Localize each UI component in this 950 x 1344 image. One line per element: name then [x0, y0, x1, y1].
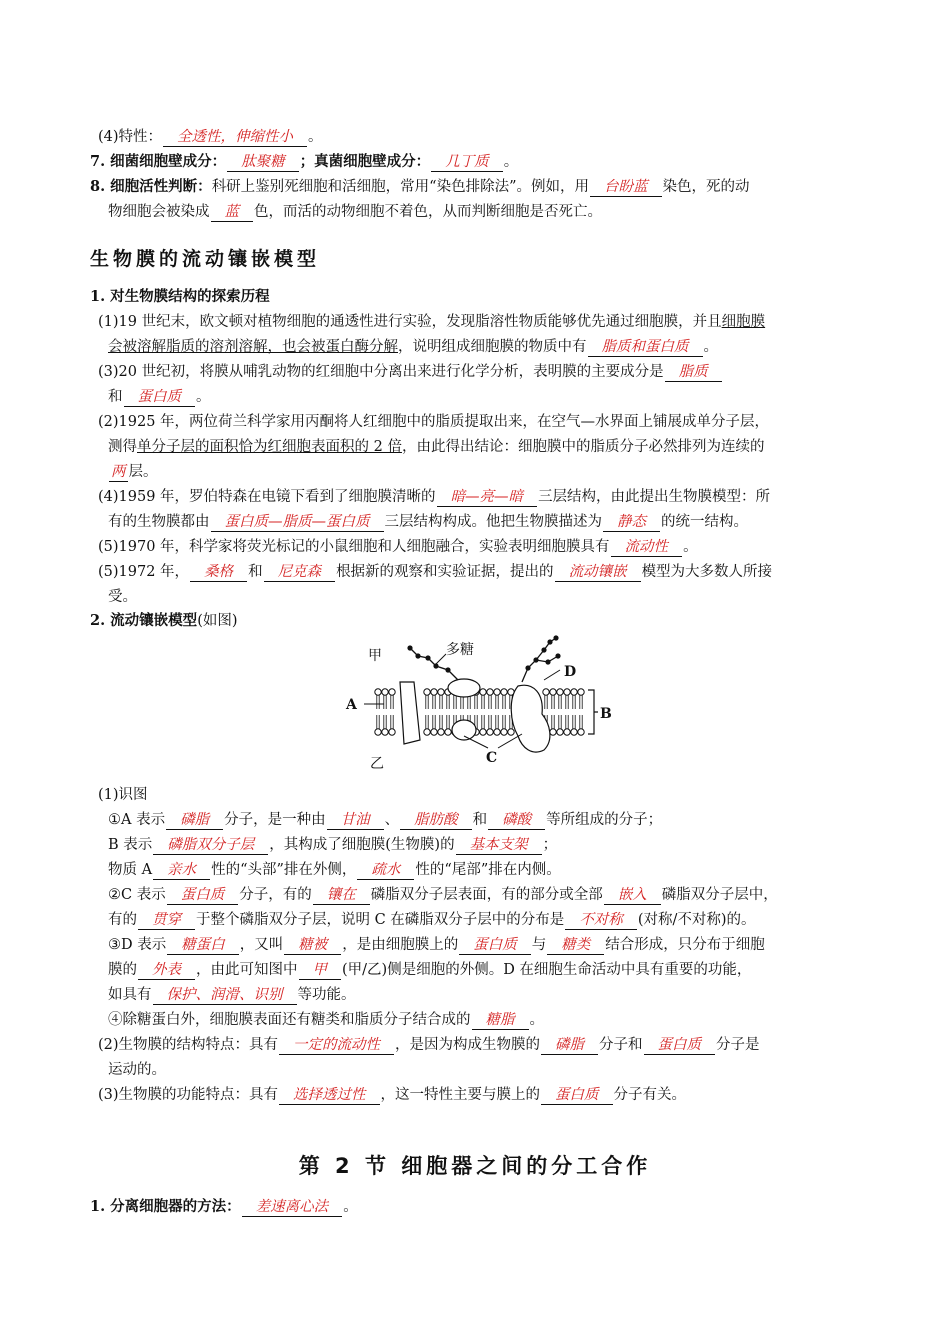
- phospholipid-head: [389, 729, 395, 735]
- answer-blank: 差速离心法: [242, 1198, 343, 1217]
- text: ，又叫: [239, 937, 284, 953]
- text: ，是因为构成生物膜的: [395, 1037, 541, 1053]
- answer-line: [108, 859, 866, 881]
- protein-right: [511, 685, 550, 752]
- phospholipid-head: [424, 729, 430, 735]
- answer-line: [108, 809, 866, 831]
- text: (2)1925 年，两位荷兰科学家用丙酮将人红细胞中的脂质提取出来，在空气—水界面上铺展成单分子层，: [98, 414, 770, 430]
- text: 。: [683, 539, 698, 555]
- text: 物质 A: [108, 862, 153, 878]
- history-item: [108, 586, 866, 608]
- text: 染色，死的动: [662, 179, 750, 195]
- label-d: D: [564, 664, 577, 680]
- answer-blank: 全透性，伸缩性小: [163, 128, 307, 147]
- answer-blank: 甲: [299, 961, 342, 980]
- text: 和: [108, 389, 123, 405]
- cell-viability-line-2: [108, 201, 866, 223]
- answer-blank: 不对称: [565, 911, 637, 930]
- answer-blank: 选择透过性: [279, 1086, 380, 1105]
- text: 受。: [108, 589, 137, 605]
- phospholipid-head: [501, 689, 507, 695]
- answer-line: [108, 959, 866, 981]
- history-item: [98, 411, 866, 433]
- text: ，由此可知图中: [196, 962, 298, 978]
- item-heading: 8. 细胞活性判断：: [90, 178, 212, 195]
- organelle-separation-line: [90, 1196, 866, 1218]
- chapter-heading: 第 2 节 细胞器之间的分工合作: [298, 1154, 652, 1178]
- text: 根据新的观察和实验证据，提出的: [336, 564, 554, 580]
- label-c: C: [486, 750, 498, 766]
- phospholipid-head: [501, 729, 507, 735]
- phospholipid-head: [564, 689, 570, 695]
- answer-blank: 蛋白质: [167, 886, 239, 905]
- text: (4)特性：: [98, 129, 163, 145]
- text: 膜的: [108, 962, 137, 978]
- history-item: [98, 486, 866, 508]
- answer-blank: 桑格: [190, 563, 247, 582]
- phospholipid-head: [382, 689, 388, 695]
- text: (1)19 世纪末，欧文顿对植物细胞的通透性进行实验，发现脂溶性物质能够优先通过细胞膜，并且: [98, 314, 722, 330]
- text: 磷脂双分子层中，: [661, 887, 778, 903]
- text: 分子是: [716, 1037, 760, 1053]
- answer-blank: 外表: [138, 961, 195, 980]
- answer-blank: 蛋白质: [541, 1086, 613, 1105]
- text: 。: [343, 1199, 358, 1215]
- underlined-text: 会被溶解脂质的溶剂溶解，也会被蛋白酶分解: [108, 339, 398, 355]
- text: 三层结构，由此提出生物膜模型：所: [538, 489, 771, 505]
- answer-blank: 蛋白质—脂质—蛋白质: [211, 513, 384, 532]
- text: 磷脂双分子层表面，有的部分或全部: [370, 887, 603, 903]
- phospholipid-head: [487, 689, 493, 695]
- answer-blank: 蓝: [211, 203, 254, 222]
- text: 物细胞会被染成: [108, 204, 210, 220]
- text: (如图): [197, 613, 238, 629]
- sugar-beads: [407, 635, 560, 672]
- history-item: [108, 511, 866, 533]
- underlined-text: 单分子层的面积恰为红细胞表面积的 2 倍: [137, 439, 402, 455]
- phospholipid-head: [564, 729, 570, 735]
- underlined-text: 细胞膜: [721, 314, 766, 330]
- answer-blank: 两: [111, 464, 126, 480]
- answer-blank: 几丁质: [431, 153, 503, 172]
- text: 。: [196, 389, 211, 405]
- text: (5)1970 年，科学家将荧光标记的小鼠细胞和人细胞融合，实验表明细胞膜具有: [98, 539, 610, 555]
- text: 与: [531, 937, 547, 953]
- text: 和: [248, 564, 263, 580]
- protein-left: [400, 682, 420, 744]
- phospholipid-head: [431, 689, 437, 695]
- history-item: [108, 461, 866, 483]
- answer-blank: 基本支架: [456, 836, 542, 855]
- answer-blank: 脂质: [665, 363, 722, 382]
- text: (2)生物膜的结构特点：具有: [98, 1037, 279, 1053]
- answer-blank: 糖蛋白: [167, 936, 239, 955]
- text: (4)1959 年，罗伯特森在电镜下看到了细胞膜清晰的: [98, 489, 436, 505]
- bracket-b: [588, 690, 598, 734]
- history-item: [108, 336, 866, 358]
- section-heading: 生物膜的流动镶嵌模型: [90, 248, 321, 270]
- item-heading: ；真菌细胞壁成分：: [299, 153, 431, 170]
- phospholipid-head: [543, 689, 549, 695]
- cell-viability-line: [90, 176, 866, 198]
- text: 层。: [128, 464, 158, 480]
- text: 等所组成的分子；: [546, 812, 663, 828]
- text: 。: [503, 154, 519, 170]
- phospholipid-head: [382, 729, 388, 735]
- history-item: [98, 536, 866, 558]
- answer-blank: 蛋白质: [644, 1036, 716, 1055]
- answer-blank: 脂质和蛋白质: [588, 338, 703, 357]
- text: 。: [703, 339, 718, 355]
- history-item: [98, 361, 866, 383]
- text: ④除糖蛋白外，细胞膜表面还有糖类和脂质分子结合成的: [108, 1012, 471, 1028]
- text: (甲/乙)侧是细胞的外侧。D 在细胞生命活动中具有重要的功能，: [342, 962, 752, 978]
- answer-line: [108, 834, 866, 856]
- text: ，说明组成细胞膜的物质中有: [398, 339, 587, 355]
- leader-c1: [464, 736, 488, 748]
- item-heading: 1. 分离细胞器的方法：: [90, 1198, 241, 1215]
- phospholipid-head: [480, 689, 486, 695]
- question-1: (1)识图: [98, 787, 148, 803]
- text: 有的: [108, 912, 137, 928]
- history-item: [108, 436, 866, 458]
- answer-line: [108, 1009, 866, 1031]
- question-3: [98, 1084, 866, 1106]
- model-title: [90, 610, 866, 632]
- text: 测得: [108, 439, 137, 455]
- item-heading: 7. 细菌细胞壁成分：: [90, 153, 227, 170]
- phospholipid-head: [389, 689, 395, 695]
- phospholipid-head: [445, 729, 451, 735]
- phospholipid-head: [557, 729, 563, 735]
- label-jia: 甲: [368, 648, 382, 664]
- text: (对称/不对称)的。: [637, 912, 756, 928]
- phospholipid-head: [571, 689, 577, 695]
- phospholipid-head: [550, 689, 556, 695]
- text: 模型为大多数人所接: [641, 564, 773, 580]
- text: 和: [472, 812, 488, 828]
- answer-blank: 脂肪酸: [400, 811, 472, 830]
- leader-duotang: [436, 654, 446, 664]
- phospholipid-head: [438, 689, 444, 695]
- text: ③D 表示: [108, 937, 167, 953]
- text: (3)20 世纪初，将膜从哺乳动物的红细胞中分离出来进行化学分析，表明膜的主要成分是: [98, 364, 664, 380]
- text: 。: [308, 129, 323, 145]
- label-duotang: 多糖: [446, 642, 474, 658]
- text: 于整个磷脂双分子层，说明 C 在磷脂双分子层中的分布是: [196, 912, 565, 928]
- answer-line: [108, 884, 866, 906]
- text: (5)1972 年，: [98, 564, 190, 580]
- answer-blank: 静态: [603, 513, 660, 532]
- answer-blank: 肽聚糖: [227, 153, 299, 172]
- answer-blank: 磷脂: [166, 811, 223, 830]
- history-item: [98, 561, 866, 583]
- phospholipid-head: [557, 689, 563, 695]
- text: B 表示: [108, 837, 153, 853]
- answer-blank: 嵌入: [604, 886, 661, 905]
- text: ，其构成了细胞膜(生物膜)的: [269, 837, 455, 853]
- text: 结合形成，只分布于细胞: [605, 937, 765, 953]
- answer-blank: 疏水: [357, 861, 414, 880]
- phospholipid-head: [494, 689, 500, 695]
- phospholipid-head: [375, 689, 381, 695]
- protein-bottom: [452, 720, 476, 740]
- answer-blank: 蛋白质: [459, 936, 531, 955]
- answer-blank: 台盼蓝: [590, 178, 662, 197]
- text: ①A 表示: [108, 812, 166, 828]
- text: 三层结构构成。他把生物膜描述为: [384, 514, 602, 530]
- item-heading: 2. 流动镶嵌模型: [90, 612, 198, 629]
- text: 、: [384, 812, 400, 828]
- text: 分子和: [599, 1037, 643, 1053]
- label-a: A: [346, 697, 357, 713]
- answer-line: [108, 934, 866, 956]
- answer-blank: 磷脂: [541, 1036, 598, 1055]
- text: 色，而活的动物细胞不着色，从而判断细胞是否死亡。: [254, 204, 602, 220]
- text: (3)生物膜的功能特点：具有: [98, 1087, 279, 1103]
- answer-blank: 磷酸: [488, 811, 545, 830]
- question-2: [98, 1034, 866, 1056]
- text: 性的“尾部”排在内侧。: [415, 862, 561, 878]
- text: ，是由细胞膜上的: [342, 937, 459, 953]
- answer-blank: 流动镶嵌: [555, 563, 641, 582]
- text: 分子，是一种由: [224, 812, 326, 828]
- cell-wall-line: [90, 151, 866, 173]
- property-line: [98, 126, 866, 148]
- phospholipid-head: [508, 729, 514, 735]
- text: 。: [529, 1012, 544, 1028]
- answer-blank: 甘油: [327, 811, 384, 830]
- phospholipid-head: [480, 729, 486, 735]
- answer-blank: 亲水: [153, 861, 210, 880]
- text: 等功能。: [297, 987, 356, 1003]
- history-title: 1. 对生物膜结构的探索历程: [90, 288, 270, 305]
- answer-blank: 镶在: [313, 886, 370, 905]
- answer-blank: 磷脂双分子层: [153, 836, 268, 855]
- answer-blank: 保护、润滑、识别: [153, 986, 297, 1005]
- label-yi: 乙: [370, 756, 384, 772]
- history-item: [108, 386, 866, 408]
- leader-c2: [498, 734, 522, 748]
- phospholipid-head: [494, 729, 500, 735]
- answer-blank: 暗—亮—暗: [437, 488, 538, 507]
- phospholipid-head: [424, 689, 430, 695]
- answer-blank: 尼克森: [264, 563, 336, 582]
- leader-d: [544, 670, 560, 680]
- text: 有的生物膜都由: [108, 514, 210, 530]
- answer-blank: 糖类: [547, 936, 604, 955]
- answer-blank: 蛋白质: [124, 388, 196, 407]
- phospholipid-head: [578, 689, 584, 695]
- phospholipid-head: [438, 729, 444, 735]
- answer-blank: 贯穿: [138, 911, 195, 930]
- text: 分子有关。: [613, 1087, 687, 1103]
- text: ，这一特性主要与膜上的: [380, 1087, 541, 1103]
- history-item: [98, 311, 866, 333]
- fluid-mosaic-diagram: [338, 632, 618, 772]
- label-b: B: [600, 706, 612, 722]
- answer-blank: 糖脂: [472, 1011, 529, 1030]
- protein-top: [448, 679, 480, 697]
- phospholipid-head: [431, 729, 437, 735]
- phospholipid-head: [578, 729, 584, 735]
- phospholipid-head: [571, 729, 577, 735]
- phospholipid-head: [487, 729, 493, 735]
- text: 如具有: [108, 987, 152, 1003]
- question-2-cont: 运动的。: [108, 1062, 166, 1078]
- answer-blank: 流动性: [611, 538, 683, 557]
- answer-blank: 糖被: [284, 936, 341, 955]
- text: ；: [542, 837, 558, 853]
- phospholipid-head: [550, 729, 556, 735]
- answer-line: [108, 984, 866, 1006]
- text: 性的“头部”排在外侧，: [211, 862, 357, 878]
- text: ，由此得出结论：细胞膜中的脂质分子必然排列为连续的: [401, 439, 765, 455]
- phospholipid-head: [375, 729, 381, 735]
- answer-line: [108, 909, 866, 931]
- text: ②C 表示: [108, 887, 166, 903]
- text: 科研上鉴别死细胞和活细胞，常用“染色排除法”。例如，用: [211, 179, 590, 195]
- answer-blank: 一定的流动性: [279, 1036, 394, 1055]
- text: 分子，有的: [239, 887, 312, 903]
- text: 的统一结构。: [661, 514, 748, 530]
